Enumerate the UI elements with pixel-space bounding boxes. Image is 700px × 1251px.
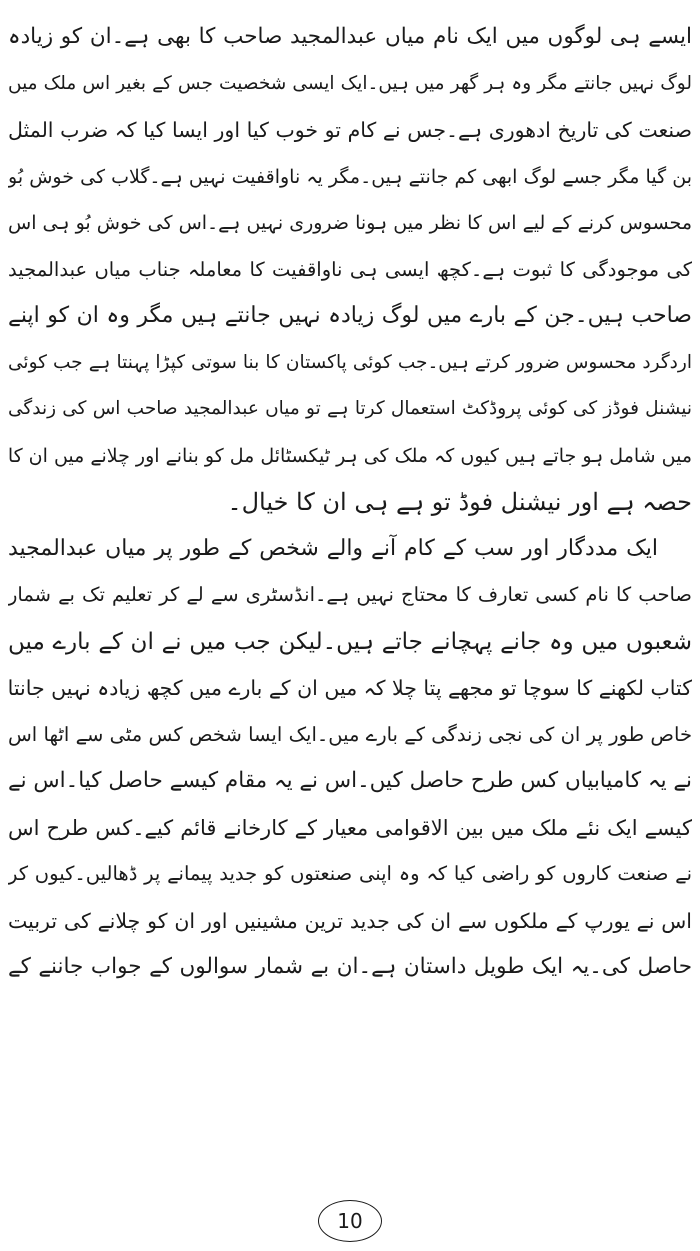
text-line: صاحب کا نام کسی تعارف کا محتاج نہیں ہے۔انڈسٹری سے لے کر تعلیم تک بے شمار (8, 583, 692, 606)
text-line: بن گیا مگر جسے لوگ ابھی کم جانتے ہیں۔مگر یہ ناواقفیت نہیں ہے۔گلاب کی خوش بُو (8, 165, 692, 188)
text-line: صاحب ہیں۔جن کے بارے میں لوگ زیادہ نہیں جانتے ہیں مگر وہ ان کو اپنے (8, 303, 692, 328)
page-number: 10 (318, 1200, 382, 1242)
text-line: شعبوں میں وہ جانے پہچانے جاتے ہیں۔لیکن جب میں نے ان کے بارے میں (8, 628, 692, 655)
text-line: ایک مددگار اور سب کے کام آنے والے شخص کے طور پر میاں عبدالمجید (8, 535, 658, 561)
body-text (8, 14, 692, 991)
text-line: حصہ ہے اور نیشنل فوڈ تو ہے ہی ان کا خیال۔ (227, 488, 692, 516)
paragraph (8, 526, 692, 991)
text-line: محسوس کرنے کے لیے اس کا نظر میں ہونا ضروری نہیں ہے۔اس کی خوش بُو ہی اس (8, 212, 692, 234)
text-line: کتاب لکھنے کا سوچا تو مجھے پتا چلا کہ میں ان کے بارے میں کچھ زیادہ نہیں جانتا (8, 676, 692, 700)
paragraph (8, 14, 692, 526)
text-line: خاص طور پر ان کی نجی زندگی کے بارے میں۔ایک ایسا شخص کس مٹی سے اٹھا اس (8, 722, 692, 746)
text-line: لوگ نہیں جانتے مگر وہ ہر گھر میں ہیں۔ایک ایسی شخصیت جس کے بغیر اس ملک میں (8, 72, 692, 94)
text-line: نے یہ کامیابیاں کس طرح حاصل کیں۔اس نے یہ مقام کیسے حاصل کیا۔اس نے (8, 768, 692, 793)
text-line: حاصل کی۔یہ ایک طویل داستان ہے۔ان بے شمار سوالوں کے جواب جاننے کے (8, 954, 692, 979)
text-line: کی موجودگی کا ثبوت ہے۔کچھ ایسی ہی ناواقفیت کا معاملہ جناب میاں عبدالمجید (8, 257, 692, 281)
text-line: کیسے ایک نئے ملک میں بین الاقوامی معیار کے کارخانے قائم کیے۔کس طرح اس (8, 815, 692, 840)
text-line: ایسے ہی لوگوں میں ایک نام میاں عبدالمجید صاحب کا بھی ہے۔ان کو زیادہ (8, 24, 692, 49)
text-line: صنعت کی تاریخ ادھوری ہے۔جس نے کام تو خوب کیا اور ایسا کیا کہ ضرب المثل (8, 118, 692, 142)
text-line: اردگرد محسوس ضرور کرتے ہیں۔جب کوئی پاکستان کا بنا سوتی کپڑا پہنتا ہے جب کوئی (8, 351, 692, 373)
text-line: نیشنل فوڈز کی کوئی پروڈکٹ استعمال کرتا ہے تو میاں عبدالمجید صاحب اس کی زندگی (8, 398, 692, 419)
footer (0, 1199, 700, 1243)
text-line: نے صنعت کاروں کو راضی کیا کہ وہ اپنی صنعتوں کو جدید پیمانے پر ڈھالیں۔کیوں کر (8, 862, 692, 885)
text-line: میں شامل ہو جاتے ہیں کیوں کہ ملک کی ہر ٹیکسٹائل مل کو بنانے اور چلانے میں ان کا (8, 444, 692, 467)
text-line: اس نے یورپ کے ملکوں سے ان کی جدید ترین مشینیں اور ان کو چلانے کی تربیت (8, 908, 692, 933)
